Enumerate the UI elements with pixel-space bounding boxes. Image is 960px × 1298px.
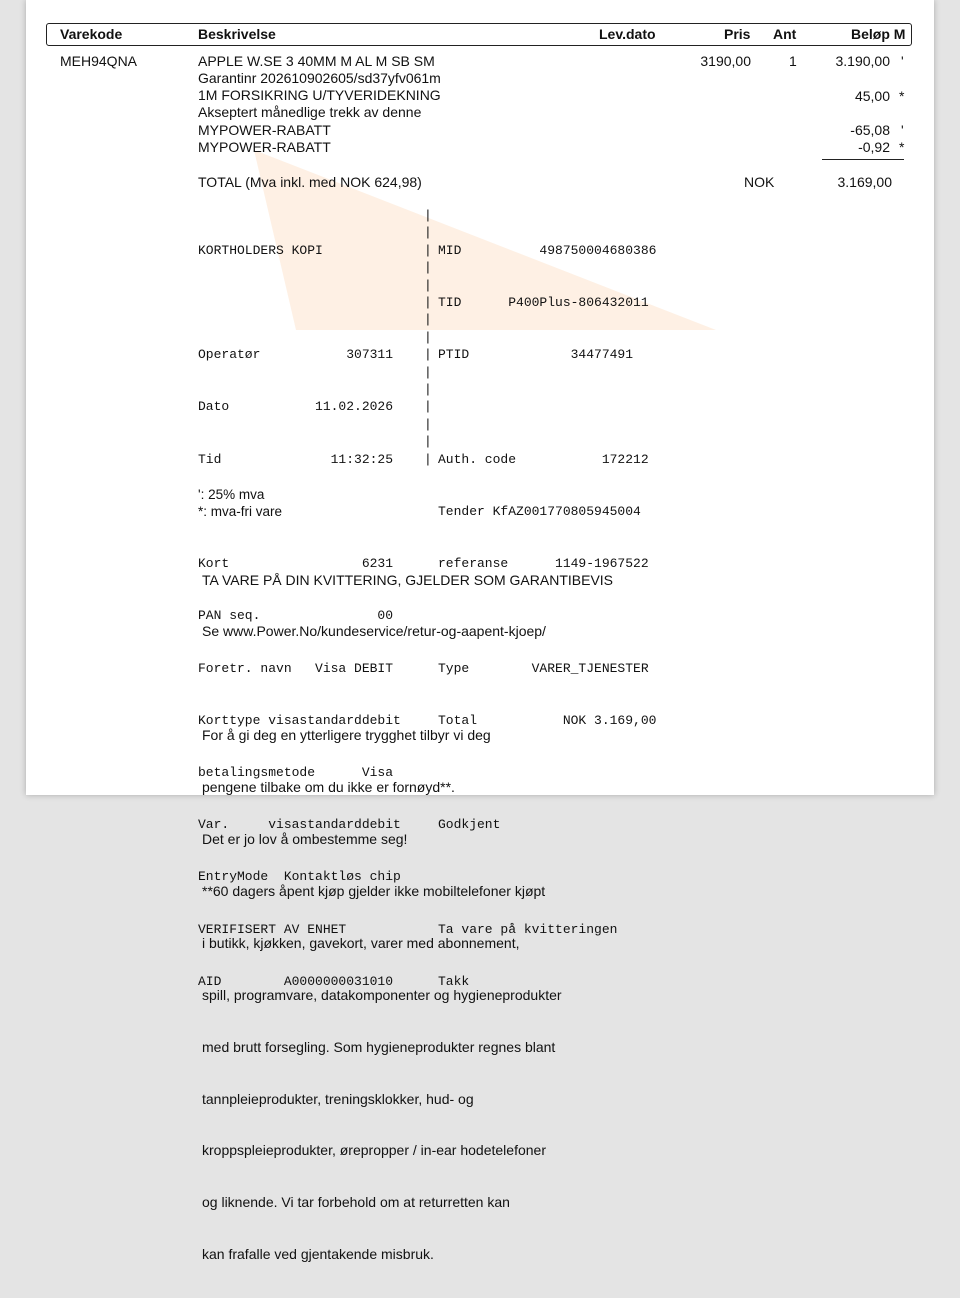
terminal-right-line: referanse 1149-1967522 <box>438 556 649 572</box>
header-description: Beskrivelse <box>198 26 276 42</box>
terminal-left-line <box>198 294 401 311</box>
footer-line: For å gi deg en ytterligere trygghet tilbyr vi deg <box>202 727 491 744</box>
terminal-left-line: Tid 11:32:25 <box>198 451 394 467</box>
vat-legend-25: ': 25% mva <box>198 487 265 502</box>
footer-line: Det er jo lov å ombestemme seg! <box>202 831 408 848</box>
header-amount: Beløp M <box>851 26 906 42</box>
footer-line: og liknende. Vi tar forbehold om at returretten kan <box>202 1194 510 1211</box>
footer-line: TA VARE PÅ DIN KVITTERING, GJELDER SOM GARANTIBEVIS <box>202 571 614 588</box>
item-quantity: 1 <box>789 53 797 69</box>
terminal-left-line: betalingsmetode Visa <box>198 765 394 780</box>
total-currency: NOK <box>744 174 775 190</box>
footer-line: i butikk, kjøkken, gavekort, varer med abonnement, <box>202 934 520 951</box>
terminal-left-line: Operatør 307311 <box>198 347 394 363</box>
receipt-page <box>26 0 934 1263</box>
terminal-left-line: Foretr. navn Visa DEBIT <box>198 660 394 676</box>
total-amount: 3.169,00 <box>837 174 892 190</box>
footer-line: Se www.Power.No/kundeservice/retur-og-aapent-kjoep/ <box>202 623 546 640</box>
terminal-left-line: EntryMode Kontaktløs chip <box>198 869 401 885</box>
line-vat-mark: ' <box>901 122 904 138</box>
line-amount: 45,00 <box>854 88 890 104</box>
header-quantity: Ant <box>773 26 797 42</box>
footer-line: med brutt forsegling. Som hygieneprodukter regnes blant <box>202 1038 556 1055</box>
line-vat-mark: * <box>899 139 905 155</box>
terminal-right-line: Ta vare på kvitteringen <box>438 921 618 937</box>
total-separator <box>822 159 904 160</box>
terminal-left-line: KORTHOLDERS KOPI <box>198 242 323 258</box>
terminal-left-line: AID A0000000031010 <box>198 973 394 989</box>
item-amount: 3.190,00 <box>835 53 890 69</box>
terminal-left-line: Kort 6231 <box>198 556 394 572</box>
terminal-left-line: PAN seq. 00 <box>198 608 394 624</box>
terminal-right-line: Type VARER_TJENESTER <box>438 660 649 676</box>
line-amount: -0,92 <box>858 139 890 155</box>
header-price: Pris <box>724 26 751 42</box>
footer-line: kroppspleieprodukter, ørepropper / in-ear hodetelefoner <box>202 1142 546 1159</box>
terminal-right-line <box>438 398 656 415</box>
footer-line: pengene tilbake om du ikke er fornøyd**. <box>202 779 455 796</box>
terminal-right-line: PTID 34477491 <box>438 347 634 363</box>
item-code: MEH94QNA <box>60 53 138 69</box>
footer-line: tannpleieprodukter, treningsklokker, hud- og <box>202 1090 474 1107</box>
footer-line: kan frafalle ved gjentakende misbruk. <box>202 1246 434 1263</box>
terminal-right-line: Tender KfAZ001770805945004 <box>438 503 641 519</box>
footer-line <box>202 675 613 692</box>
header-code: Varekode <box>60 26 123 42</box>
total-label: TOTAL (Mva inkl. med NOK 624,98) <box>198 174 422 190</box>
header-delivery-date: Lev.dato <box>599 26 656 42</box>
line-description: MYPOWER-RABATT <box>198 122 331 138</box>
terminal-right-line: Total NOK 3.169,00 <box>438 712 657 728</box>
line-description: Garantinr 202610902605/sd37yfv061m <box>198 70 441 86</box>
terminal-left-line: Var. visastandarddebit <box>198 817 401 833</box>
footer-line: spill, programvare, datakomponenter og hygieneprodukter <box>202 986 562 1003</box>
footer-text <box>202 537 613 1298</box>
line-vat-mark: * <box>899 88 905 104</box>
item-price: 3190,00 <box>700 53 751 69</box>
terminal-left-line: VERIFISERT AV ENHET <box>198 921 347 937</box>
line-amount: -65,08 <box>850 122 890 138</box>
item-description: APPLE W.SE 3 40MM M AL M SB SM <box>198 53 435 69</box>
terminal-left-line: Dato 11.02.2026 <box>198 399 394 415</box>
line-description: 1M FORSIKRING U/TYVERIDEKNING <box>198 87 441 103</box>
item-vat-mark: ' <box>901 53 904 69</box>
terminal-right-line: Auth. code 172212 <box>438 451 649 467</box>
vat-legend-free: *: mva-fri vare <box>198 504 283 519</box>
terminal-left-line: Korttype visastandarddebit <box>198 712 401 728</box>
terminal-right-line: Takk <box>438 973 470 989</box>
line-description: Akseptert månedlige trekk av denne <box>198 104 422 120</box>
terminal-divider: | | | | | | | | | | | | | | | <box>424 208 432 467</box>
terminal-right-line: TID P400Plus-806432011 <box>438 295 649 311</box>
line-description: MYPOWER-RABATT <box>198 139 331 155</box>
terminal-right-line: Godkjent <box>438 817 501 833</box>
footer-line: **60 dagers åpent kjøp gjelder ikke mobiltelefoner kjøpt <box>202 882 546 899</box>
terminal-right-line: MID 498750004680386 <box>438 242 657 258</box>
